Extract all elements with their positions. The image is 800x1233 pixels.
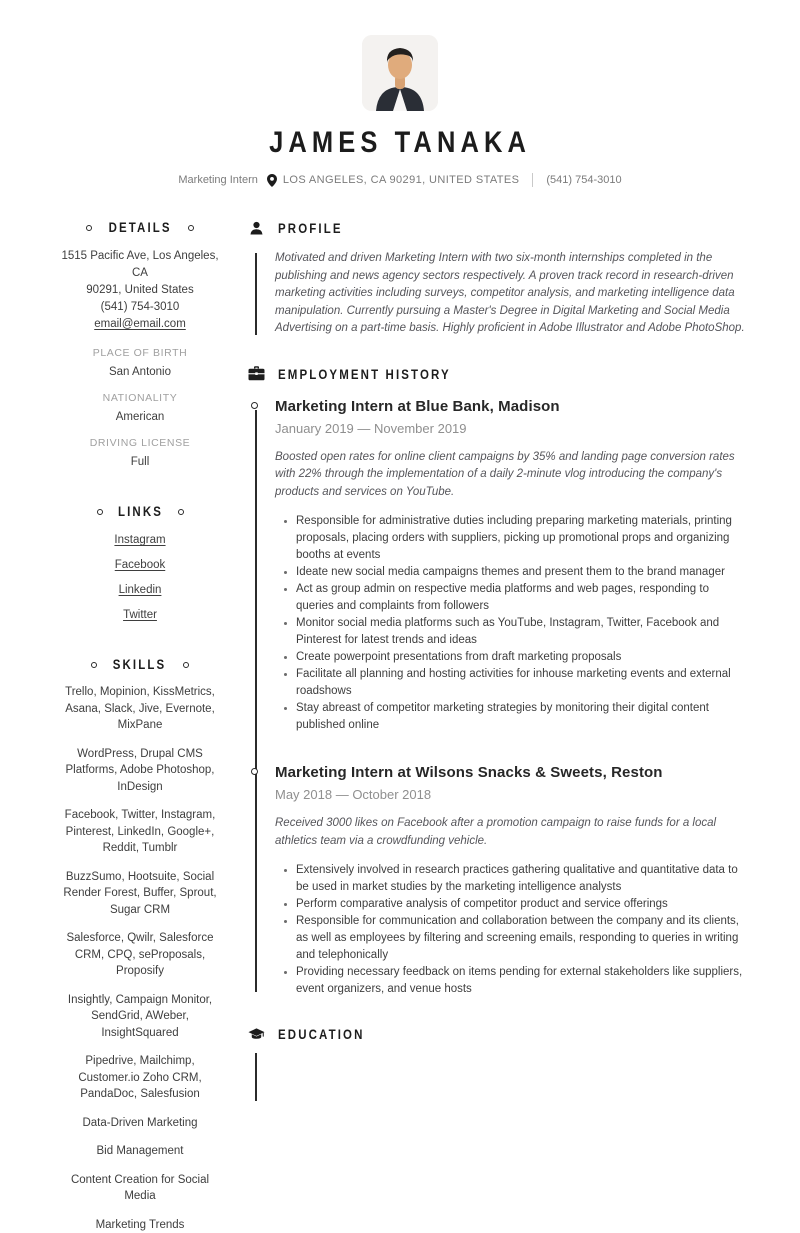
skill-group: Content Creation for Social Media	[60, 1172, 220, 1205]
detail-field-driving-license	[60, 437, 220, 468]
job-title: Marketing Intern at Wilsons Snacks & Sweets, Reston	[275, 764, 745, 781]
skill-group: Insightly, Campaign Monitor, SendGrid, AWeber, InsightSquared	[60, 992, 220, 1042]
details-heading: DETAILS	[60, 220, 220, 235]
details-address-block	[60, 248, 220, 333]
employment-section	[248, 398, 745, 999]
briefcase-icon	[248, 366, 265, 383]
job-bullet: Facilitate all planning and hosting activities for inhouse marketing events and external roadshows	[283, 666, 745, 700]
links-list	[60, 534, 220, 621]
ornament-circle-icon	[188, 225, 194, 231]
candidate-name: JAMES TANAKA	[0, 126, 800, 160]
field-label: NATIONALITY	[60, 392, 220, 404]
job-bullet: Monitor social media platforms such as YouTube, Instagram, Twitter, Facebook and Pinterest for latest trends and ideas	[283, 615, 745, 649]
job-dates: May 2018 — October 2018	[275, 787, 745, 802]
profile-section	[248, 250, 745, 338]
header-location: LOS ANGELES, CA 90291, UNITED STATES	[283, 174, 520, 186]
skill-group: Marketing Trends	[60, 1217, 220, 1233]
ornament-circle-icon	[86, 225, 92, 231]
profile-photo-illustration	[362, 35, 438, 111]
field-label: DRIVING LICENSE	[60, 437, 220, 449]
facebook-link[interactable]: Facebook	[115, 559, 166, 571]
field-value: American	[60, 411, 220, 423]
job-summary: Boosted open rates for online client campaigns by 35% and landing page conversion rates with 22% through the implementation of a daily 2-minute vlog introducing the company's products and services on YouTube.	[275, 449, 745, 502]
graduation-cap-icon	[248, 1026, 265, 1043]
field-value: San Antonio	[60, 366, 220, 378]
resume-page	[0, 35, 800, 1166]
timeline-dot-icon	[251, 768, 258, 775]
field-label: PLACE OF BIRTH	[60, 347, 220, 359]
job-entry	[248, 398, 745, 735]
timeline-dot-icon	[251, 402, 258, 409]
timeline-line	[255, 253, 257, 335]
skills-heading: SKILLS	[60, 657, 220, 672]
skill-group: Bid Management	[60, 1143, 220, 1160]
location-pin-icon	[267, 174, 277, 187]
instagram-link[interactable]: Instagram	[114, 534, 165, 546]
header-divider	[532, 173, 533, 187]
main-column	[248, 220, 745, 1233]
profile-photo	[362, 35, 438, 111]
links-heading: LINKS	[60, 504, 220, 519]
linkedin-link[interactable]: Linkedin	[119, 584, 162, 596]
email-link[interactable]: email@email.com	[94, 318, 186, 330]
job-bullet-list	[275, 513, 745, 734]
skill-group: BuzzSumo, Hootsuite, Social Render Forest, Buffer, Sprout, Sugar CRM	[60, 869, 220, 919]
sidebar	[60, 220, 220, 1233]
skill-group: Facebook, Twitter, Instagram, Pinterest, LinkedIn, Google+, Reddit, Tumblr	[60, 807, 220, 857]
job-bullet: Responsible for administrative duties including preparing marketing materials, printing proposals, placing orders with suppliers, picking up promotional props and organizing booths at events	[283, 513, 745, 564]
education-heading: EDUCATION	[248, 1026, 745, 1043]
skill-group: Pipedrive, Mailchimp, Customer.io Zoho CRM, PandaDoc, Salesfusion	[60, 1053, 220, 1103]
profile-text: Motivated and driven Marketing Intern with two six-month internships completed in the publishing and news agency sectors respectively. A proven track record in research-driven marketing activities including surveys, competitor analysis, and marketing intelligence data manipulation. Currently pursuing a Master's Degree in Digital Marketing and Social Media Advertising on a part-time basis. Highly proficient in Adobe Illustrator and Adobe PhotoShop.	[275, 250, 745, 338]
skill-group: Trello, Mopinion, KissMetrics, Asana, Slack, Jive, Evernote, MixPane	[60, 684, 220, 734]
timeline-line	[255, 1053, 257, 1101]
skill-group: Data-Driven Marketing	[60, 1115, 220, 1132]
job-title: Marketing Intern at Blue Bank, Madison	[275, 398, 745, 415]
details-phone: (541) 754-3010	[60, 299, 220, 316]
address-line: 90291, United States	[60, 282, 220, 299]
header-job-title: Marketing Intern	[178, 174, 257, 186]
job-bullet: Act as group admin on respective media platforms and web pages, responding to queries and complaints from followers	[283, 581, 745, 615]
detail-field-place-of-birth	[60, 347, 220, 378]
ornament-circle-icon	[178, 509, 184, 515]
twitter-link[interactable]: Twitter	[123, 609, 157, 621]
ornament-circle-icon	[91, 662, 97, 668]
job-summary: Received 3000 likes on Facebook after a promotion campaign to raise funds for a local athletics team via a crowdfunding vehicle.	[275, 815, 745, 850]
job-bullet: Stay abreast of competitor marketing strategies by monitoring their digital content published online	[283, 700, 745, 734]
education-section	[248, 1053, 745, 1111]
job-bullet: Responsible for communication and collaboration between the company and its clients, as well as employees by filtering and screening emails, responding to queries in writing and telephonically	[283, 913, 745, 964]
ornament-circle-icon	[97, 509, 103, 515]
address-line: 1515 Pacific Ave, Los Angeles, CA	[60, 248, 220, 282]
field-value: Full	[60, 456, 220, 468]
skills-list	[60, 684, 220, 1233]
job-bullet: Create powerpoint presentations from draft marketing proposals	[283, 649, 745, 666]
job-bullet: Ideate new social media campaigns themes and present them to the brand manager	[283, 564, 745, 581]
profile-heading: PROFILE	[248, 220, 745, 237]
skill-group: WordPress, Drupal CMS Platforms, Adobe Photoshop, InDesign	[60, 746, 220, 796]
ornament-circle-icon	[183, 662, 189, 668]
employment-heading: EMPLOYMENT HISTORY	[248, 366, 745, 383]
job-bullet: Providing necessary feedback on items pending for external stakeholders like suppliers, event organizers, and venue hosts	[283, 964, 745, 998]
job-bullet-list	[275, 862, 745, 998]
skill-group: Salesforce, Qwilr, Salesforce CRM, CPQ, seProposals, Proposify	[60, 930, 220, 980]
job-bullet: Perform comparative analysis of competitor product and service offerings	[283, 896, 745, 913]
detail-field-nationality	[60, 392, 220, 423]
job-dates: January 2019 — November 2019	[275, 421, 745, 436]
header-phone: (541) 754-3010	[546, 174, 621, 186]
job-entry	[248, 764, 745, 998]
job-bullet: Extensively involved in research practices gathering qualitative and quantitative data to be used in market studies by the marketing intelligence analysts	[283, 862, 745, 896]
header-subtitle	[0, 173, 800, 187]
person-icon	[248, 220, 265, 237]
